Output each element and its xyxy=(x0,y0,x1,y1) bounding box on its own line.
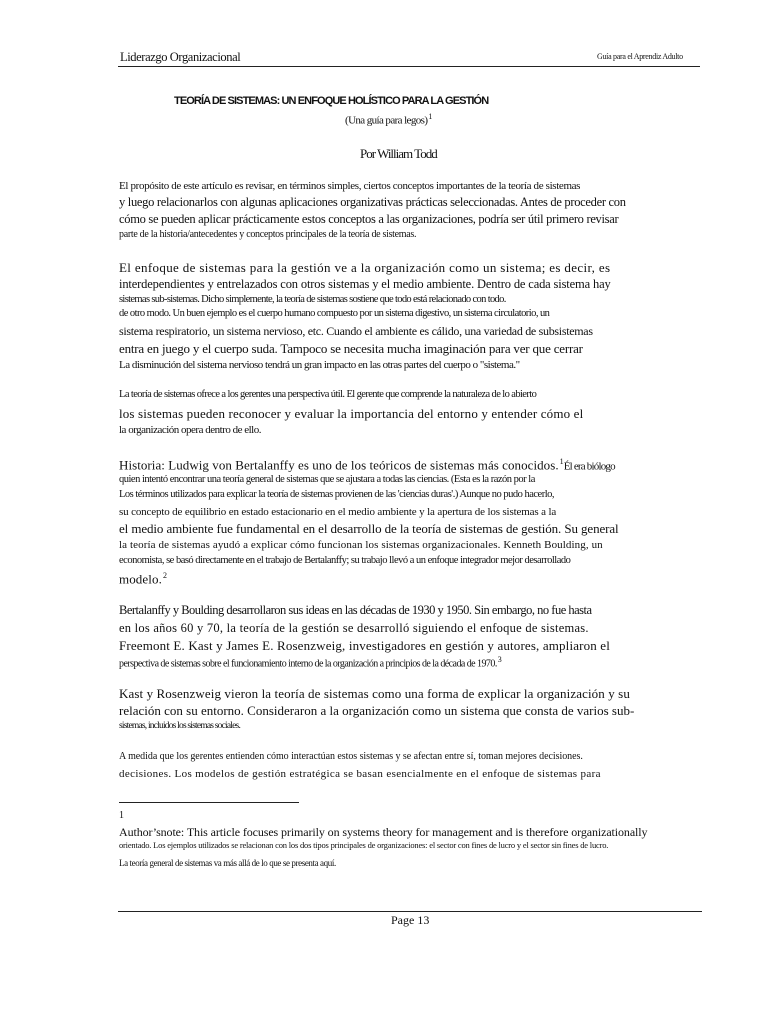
body-line: Bertalanffy y Boulding desarrollaron sus ideas en las décadas de 1930 y 1950. Sin embargo, no fue hasta xyxy=(119,603,592,617)
footer-rule xyxy=(118,911,702,912)
body-line: sistemas, incluidos los sistemas sociales. xyxy=(119,721,241,731)
subtitle-text: (Una guía para legos) xyxy=(345,114,428,127)
body-line: los sistemas pueden reconocer y evaluar la importancia del entorno y entender cómo el xyxy=(119,406,584,421)
header-rule xyxy=(118,66,700,67)
footnote-line: Author’snote: This article focuses primarily on systems theory for management and is therefore organizationally xyxy=(119,825,648,839)
running-header-title: Liderazgo Organizacional xyxy=(120,50,241,64)
body-line: en los años 60 y 70, la teoría de la gestión se desarrolló siguiendo el enfoque de sistemas. xyxy=(119,621,589,635)
body-line: decisiones. Los modelos de gestión estratégica se basan esencialmente en el enfoque de sistemas para xyxy=(119,768,601,780)
body-line-text: Historia: Ludwig von Bertalanffy es uno de los teóricos de sistemas más conocidos. xyxy=(119,457,559,473)
body-line: Kast y Rosenzweig vieron la teoría de sistemas como una forma de explicar la organización y su xyxy=(119,686,630,701)
inline-footnote-ref: 3 xyxy=(497,655,502,664)
footnote-number: 1 xyxy=(119,810,124,821)
body-line: quien intentó encontrar una teoría general de sistemas que se ajustara a todas las ciencias. (Esta es la razón por la xyxy=(119,474,535,485)
body-line: interdependientes y entrelazados con otros sistemas y el medio ambiente. Dentro de cada sistema hay xyxy=(119,277,611,291)
body-line: cómo se pueden aplicar prácticamente estos conceptos a las organizaciones, podría ser útil primero revisar xyxy=(119,212,619,226)
article-title: TEORÍA DE SISTEMAS: UN ENFOQUE HOLÍSTICO PARA LA GESTIÓN xyxy=(174,95,489,107)
body-line: economista, se basó directamente en el trabajo de Bertalanffy; su trabajo llevó a un enfoque integrador mejor desarrollado xyxy=(119,555,571,566)
body-line: El propósito de este artículo es revisar, en términos simples, ciertos conceptos importantes de la teoría de sistemas xyxy=(119,180,581,192)
body-line xyxy=(119,571,167,587)
page-number: Page 13 xyxy=(391,913,430,927)
body-line: relación con su entorno. Consideraron a la organización como un sistema que consta de varios sub- xyxy=(119,703,635,718)
body-line: y luego relacionarlos con algunas aplicaciones organizativas prácticas seleccionadas. Antes de proceder con xyxy=(119,195,626,209)
body-line: Freemont E. Kast y James E. Rosenzweig, investigadores en gestión y autores, ampliaron el xyxy=(119,638,610,653)
footnote-line: La teoría general de sistemas va más allá de lo que se presenta aquí. xyxy=(119,858,336,868)
body-line: la organización opera dentro de ello. xyxy=(119,424,261,436)
body-line: su concepto de equilibrio en estado estacionario en el medio ambiente y la apertura de los sistemas a la xyxy=(119,506,557,518)
body-line: El enfoque de sistemas para la gestión ve a la organización como un sistema; es decir, es xyxy=(119,260,611,275)
footnote-rule xyxy=(119,802,299,803)
body-line-text: modelo. xyxy=(119,571,162,587)
body-line: sistema respiratorio, un sistema nervioso, etc. Cuando el ambiente es cálido, una variedad de subsistemas xyxy=(119,324,593,338)
body-line: entra en juego y el cuerpo suda. Tampoco se necesita mucha imaginación para ver que cerrar xyxy=(119,341,583,356)
body-line: parte de la historia/antecedentes y conceptos principales de la teoría de sistemas. xyxy=(119,229,417,240)
inline-footnote-ref: 2 xyxy=(162,571,168,580)
body-line: La teoría de sistemas ofrece a los gerentes una perspectiva útil. El gerente que comprende la naturaleza de lo abierto xyxy=(119,389,537,400)
body-line: sistemas sub-sistemas. Dicho simplemente, la teoría de sistemas sostiene que todo está relacionado con todo. xyxy=(119,294,506,305)
body-line: A medida que los gerentes entienden cómo interactúan estos sistemas y se afectan entre sí, toman mejores decisiones. xyxy=(119,751,583,762)
body-line-tail: Él era biólogo xyxy=(563,460,615,473)
body-line-text: perspectiva de sistemas sobre el funcionamiento interno de la organización a principios de la década de 1970. xyxy=(119,658,497,670)
running-header-subtitle: Guía para el Aprendiz Adulto xyxy=(597,52,683,61)
body-line xyxy=(119,655,501,669)
body-line: la teoría de sistemas ayudó a explicar cómo funcionan los sistemas organizacionales. Kenneth Boulding, un xyxy=(119,539,603,551)
footnote-line: orientado. Los ejemplos utilizados se relacionan con los dos tipos principales de organizaciones: el sector con fines de lucro y el sector sin fines de lucro. xyxy=(119,840,609,850)
article-subtitle xyxy=(345,112,432,127)
inline-footnote-ref: 1 xyxy=(559,457,564,466)
subtitle-footnote-ref: 1 xyxy=(428,112,432,121)
body-line: Los términos utilizados para explicar la teoría de sistemas provienen de las 'ciencias duras'.) Aunque no pudo hacerlo, xyxy=(119,489,554,500)
article-author: Por William Todd xyxy=(360,146,437,161)
body-line xyxy=(119,457,615,473)
body-line: La disminución del sistema nervioso tendrá un gran impacto en las otras partes del cuerpo o "sistema." xyxy=(119,359,520,371)
body-line: el medio ambiente fue fundamental en el desarrollo de la teoría de sistemas de gestión. Su general xyxy=(119,521,619,536)
body-line: de otro modo. Un buen ejemplo es el cuerpo humano compuesto por un sistema digestivo, un sistema circulatorio, un xyxy=(119,308,550,319)
